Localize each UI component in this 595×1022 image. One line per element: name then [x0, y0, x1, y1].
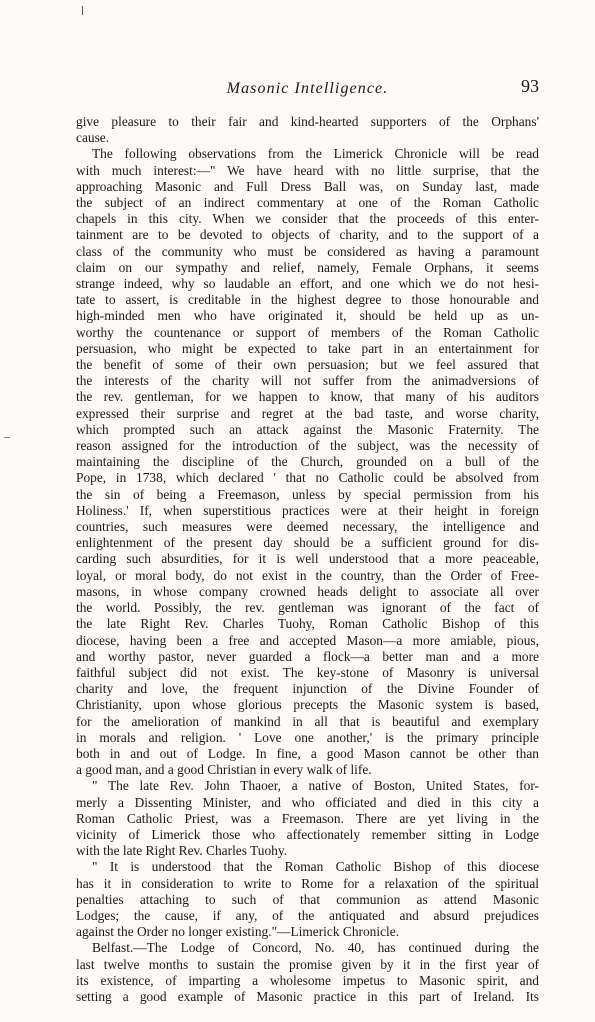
- text-line: Pope, in 1738, which declared ' that no Catholic could be absolved from: [76, 470, 539, 486]
- text-line: with much interest:—" We have heard with no little surprise, that the: [76, 162, 539, 178]
- page-header: [76, 76, 539, 102]
- text-line: faithful subject did not exist. The key-stone of Masonry is universal: [76, 664, 539, 680]
- text-line: tate to assert, is creditable in the highest degree to those honourable and: [76, 292, 539, 308]
- text-line: merly a Dissenting Minister, and who officiated and died in this city a: [76, 794, 539, 810]
- text-line: both in and out of Lodge. In fine, a good Mason cannot be other than: [76, 745, 539, 761]
- text-line: Christianity, upon whose glorious precepts the Masonic system is based,: [76, 697, 539, 713]
- text-line: Lodges; the cause, if any, of the antiquated and absurd prejudices: [76, 907, 539, 923]
- text-line: against the Order no longer existing."—Limerick Chronicle.: [76, 924, 400, 940]
- text-line: with the late Right Rev. Charles Tuohy.: [76, 843, 288, 859]
- text-line: the rev. gentleman, for we happen to know, that many of his auditors: [76, 389, 539, 405]
- text-line: class of the community who must be considered as having a paramount: [76, 243, 539, 259]
- text-line: vicinity of Limerick those who affectionately remember sitting in Lodge: [76, 826, 539, 842]
- print-mark: [82, 6, 83, 15]
- text-line: the world. Possibly, the rev. gentleman was ignorant of the fact of: [76, 600, 539, 616]
- text-line: and worthy pastor, never guarded a flock—a better man and a more: [76, 648, 539, 664]
- text-line: a good man, and a good Christian in every walk of life.: [76, 762, 372, 778]
- text-line: the benefit of some of their own persuasion; but we feel assured that: [76, 357, 539, 373]
- text-line: Belfast.—The Lodge of Concord, No. 40, has continued during the: [92, 940, 539, 956]
- text-line: approaching Masonic and Full Dress Ball was, on Sunday last, made: [76, 178, 539, 194]
- text-line: masons, in whose company crowned heads delight to associate all over: [76, 583, 539, 599]
- text-line: high-minded men who have originated it, should be held up as un-: [76, 308, 539, 324]
- text-line: carding such absurdities, for it is well understood that a more peaceable,: [76, 551, 539, 567]
- text-line: " It is understood that the Roman Catholic Bishop of this diocese: [92, 859, 539, 875]
- text-line: The following observations from the Limerick Chronicle will be read: [92, 146, 539, 162]
- text-line: Holiness.' If, when superstitious practices were at their height in foreign: [76, 502, 539, 518]
- running-title: Masonic Intelligence.: [226, 80, 389, 97]
- text-line: cause.: [76, 130, 110, 146]
- text-line: give pleasure to their fair and kind-hearted supporters of the Orphans': [76, 114, 539, 129]
- text-line: setting a good example of Masonic practice in this part of Ireland. Its: [76, 988, 539, 1004]
- margin-mark: [4, 437, 10, 438]
- article-body: [76, 114, 539, 1005]
- text-line: strange indeed, why so laudable an effort, and one which we do not hesi-: [76, 276, 539, 292]
- text-line: Roman Catholic Priest, was a Freemason. There are yet living in the: [76, 810, 539, 826]
- text-line: for the amelioration of mankind in all that is beautiful and exemplary: [76, 713, 539, 729]
- text-line: countries, such measures were deemed necessary, the intelligence and: [76, 519, 539, 535]
- text-line: expressed their surprise and regret at the bad taste, and worse charity,: [76, 405, 539, 421]
- text-line: which prompted such an attack against the Masonic Fraternity. The: [76, 421, 539, 437]
- text-line: persuasion, who might be expected to take part in an entertainment for: [76, 340, 539, 356]
- text-line: in morals and religion. ' Love one another,' is the primary principle: [76, 729, 539, 745]
- text-line: tainment are to be devoted to objects of charity, and to the support of a: [76, 227, 539, 243]
- text-line: worthy the countenance or support of members of the Roman Catholic: [76, 324, 539, 340]
- text-line: " The late Rev. John Thaoer, a native of Boston, United States, for-: [92, 778, 539, 794]
- text-line: chapels in this city. When we consider that the proceeds of this enter-: [76, 211, 539, 227]
- text-line: diocese, having been a free and accepted Mason—a more amiable, pious,: [76, 632, 539, 648]
- text-line: the sin of being a Freemason, unless by special permission from his: [76, 486, 539, 502]
- text-line: the subject of an indirect commentary at one of the Roman Catholic: [76, 195, 539, 211]
- text-line: loyal, or moral body, do not exist in the country, than the Order of Free-: [76, 567, 539, 583]
- text-line: the interests of the charity will not suffer from the animadversions of: [76, 373, 539, 389]
- text-line: penalties attaching to such of that communion as attend Masonic: [76, 891, 539, 907]
- text-line: charity and love, the frequent injunction of the Divine Founder of: [76, 681, 539, 697]
- text-line: has it in consideration to write to Rome for a relaxation of the spiritual: [76, 875, 539, 891]
- text-line: maintaining the discipline of the Church, grounded on a bull of the: [76, 454, 539, 470]
- page-number: 93: [521, 76, 539, 96]
- text-line: claim on our sympathy and relief, namely, Female Orphans, it seems: [76, 259, 539, 275]
- text-line: the late Right Rev. Charles Tuohy, Roman Catholic Bishop of this: [76, 616, 539, 632]
- text-line: reason assigned for the introduction of the subject, was the necessity of: [76, 438, 539, 454]
- text-line: last twelve months to sustain the promise given by it in the first year of: [76, 956, 539, 972]
- text-line: its existence, of imparting a wholesome impetus to Masonic spirit, and: [76, 972, 539, 988]
- text-line: enlightenment of the present day should be a sufficient ground for dis-: [76, 535, 539, 551]
